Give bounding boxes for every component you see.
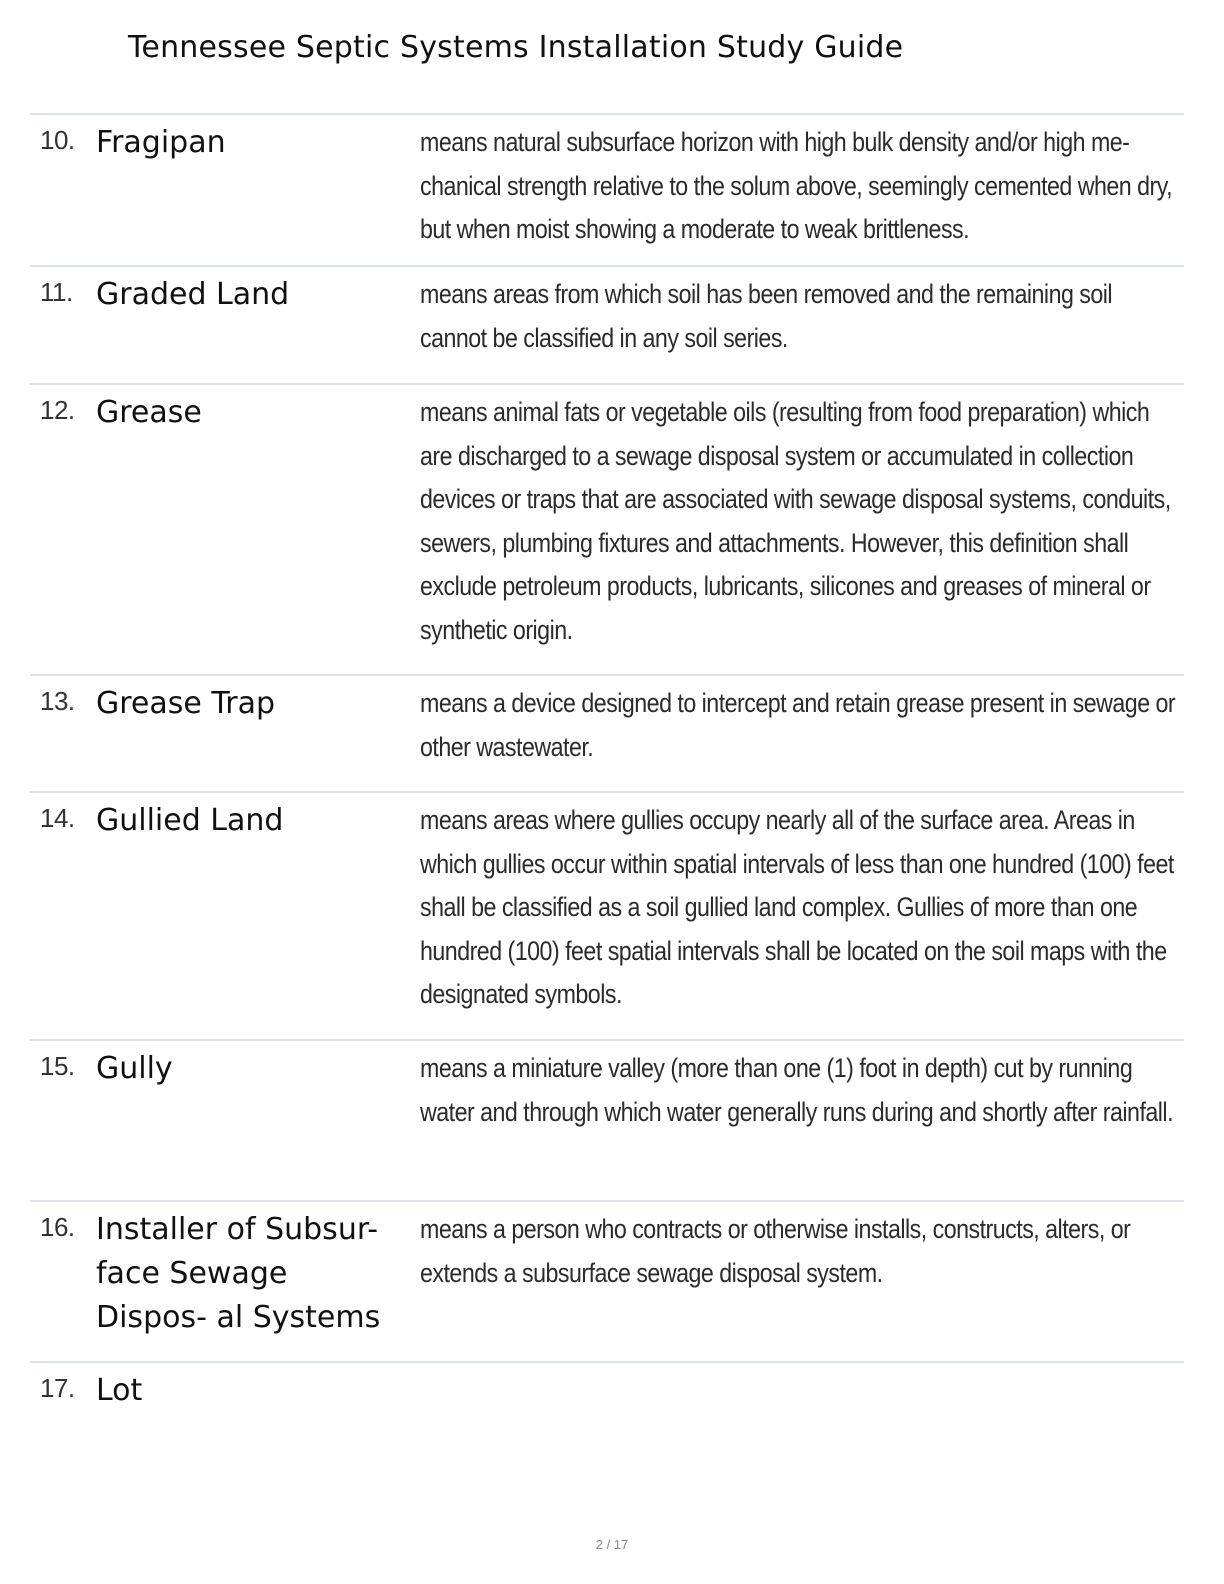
entry-term: Gullied Land [96,803,284,838]
entry-definition: means a device designed to intercept and retain grease present in sewage or other wastewater. [420,688,1176,762]
entry-term: Graded Land [96,277,290,312]
entry-number: 13. [40,686,75,716]
glossary-entry [30,676,1184,793]
entry-definition: means animal fats or vegetable oils (resulting from food preparation) which are discharged to a sewage disposal system or accumulated in collection devices or traps that are associated with sewage disposal systems, conduits, sewers, plumbing fixtures and attachments. However, this definition shall exclude petroleum products, lubricants, silicones and greases of mineral or synthetic origin. [420,397,1171,645]
glossary-entry [30,1363,1184,1433]
entry-number: 14. [40,803,75,833]
entry-term: Lot [96,1373,143,1408]
entry-number: 17. [40,1373,75,1403]
entry-definition: means areas where gullies occupy nearly all of the surface area. Areas in which gullies occur within spatial intervals of less than one hundred (100) feet shall be classified as a soil gullied land complex. Gullies of more than one hundred (100) feet spatial intervals shall be located on the soil maps with the designated symbols. [420,805,1174,1009]
entry-definition: means natural subsurface horizon with high bulk density and/or high me- chanical strength relative to the solum above, seemingly cemented when dry, but when moist showing a moderate to weak brittleness. [420,127,1173,244]
entry-term: Grease [96,395,202,430]
entry-term: Grease Trap [96,686,276,721]
entry-term: Fragipan [96,125,226,160]
glossary-entry [30,1202,1184,1363]
entry-definition: means a miniature valley (more than one (1) foot in depth) cut by running water and through which water generally runs during and shortly after rainfall. [420,1053,1174,1127]
entry-definition: means a person who contracts or otherwise installs, constructs, alters, or extends a subsurface sewage disposal system. [420,1214,1131,1288]
entry-number: 11. [40,277,73,307]
page-indicator: 2 / 17 [595,1537,629,1552]
entry-term: Gully [96,1051,173,1086]
entry-number: 16. [40,1212,75,1242]
document-title: Tennessee Septic Systems Installation Study Guide [128,30,904,65]
glossary-entry [30,115,1184,267]
glossary-entry [30,1041,1184,1202]
glossary-entry [30,267,1184,385]
entry-definition: means areas from which soil has been removed and the remaining soil cannot be classified in any soil series. [420,279,1113,353]
glossary-list [30,113,1184,1433]
glossary-entry [30,793,1184,1041]
entry-number: 10. [40,125,75,155]
entry-number: 15. [40,1051,75,1081]
entry-term: Installer of Subsur- face Sewage Dispos- al Systems [96,1212,381,1335]
glossary-entry [30,385,1184,676]
entry-number: 12. [40,395,75,425]
